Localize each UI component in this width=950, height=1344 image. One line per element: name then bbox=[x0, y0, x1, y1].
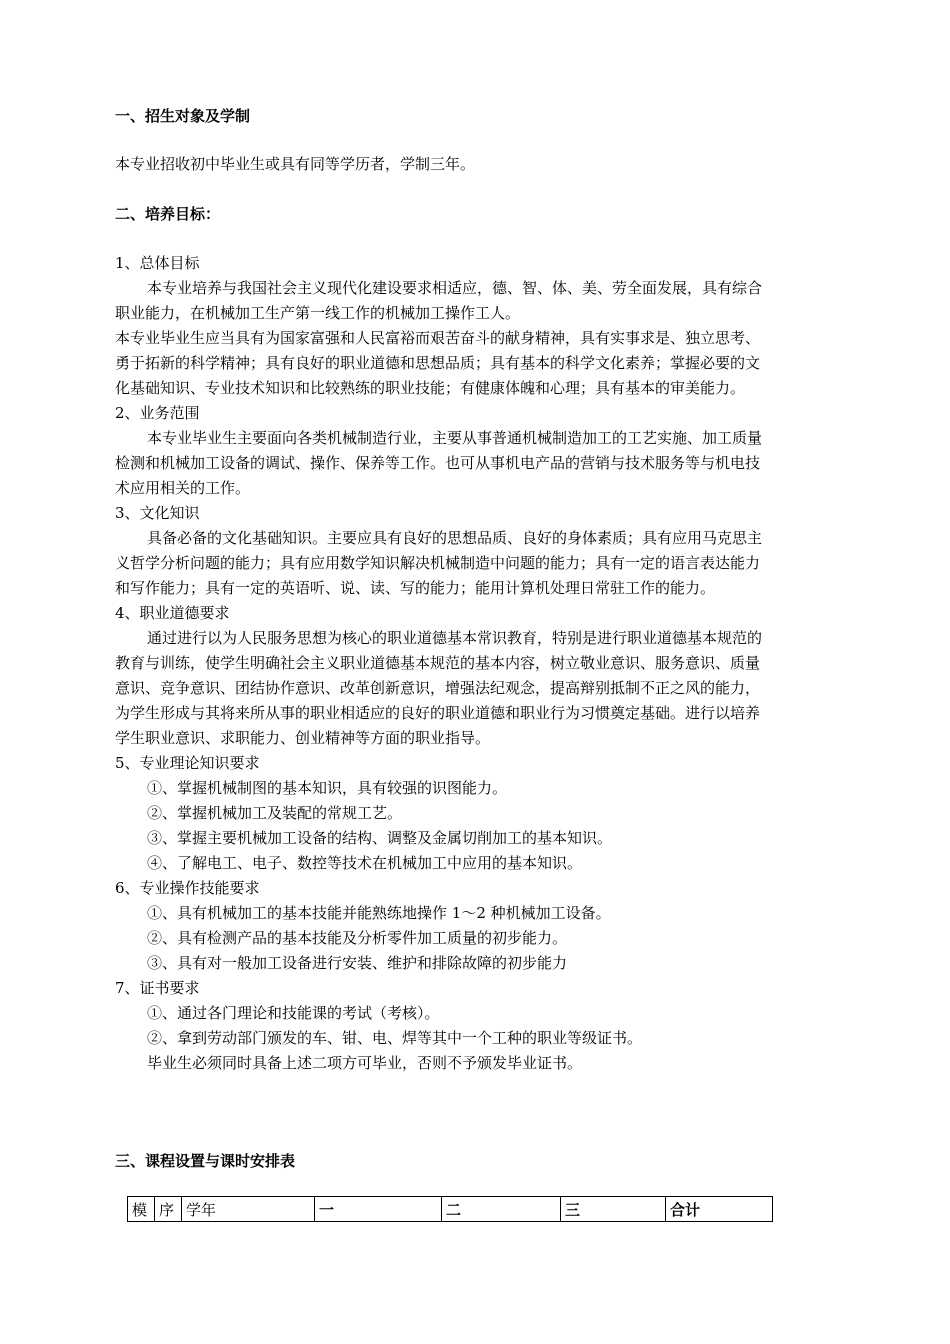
list-item: ④、了解电工、电子、数控等技术在机械加工中应用的基本知识。 bbox=[147, 854, 583, 872]
list-item: ③、具有对一般加工设备进行安装、维护和排除故障的初步能力 bbox=[147, 954, 568, 972]
paragraph-line: 本专业毕业生主要面向各类机械制造行业，主要从事普通机械制造加工的工艺实施、加工质量 bbox=[147, 429, 763, 447]
list-item: ①、具有机械加工的基本技能并能熟练地操作 1～2 种机械加工设备。 bbox=[147, 904, 611, 922]
paragraph-line: 本专业培养与我国社会主义现代化建设要求相适应，德、智、体、美、劳全面发展，具有综合 bbox=[147, 279, 763, 297]
paragraph-line: 职业能力，在机械加工生产第一线工作的机械加工操作工人。 bbox=[115, 304, 521, 322]
table-header-cell: 序 bbox=[155, 1197, 182, 1222]
table-header-cell: 学年 bbox=[182, 1197, 315, 1222]
section2-heading: 二、培养目标： bbox=[115, 205, 221, 223]
list-item: ②、掌握机械加工及装配的常规工艺。 bbox=[147, 804, 403, 822]
list-item: ③、掌握主要机械加工设备的结构、调整及金属切削加工的基本知识。 bbox=[147, 829, 613, 847]
paragraph-line: 毕业生必须同时具备上述二项方可毕业，否则不予颁发毕业证书。 bbox=[147, 1054, 583, 1072]
subheading-overall-goal: 1、总体目标 bbox=[115, 254, 200, 272]
course-schedule-table bbox=[127, 1196, 773, 1222]
paragraph-line: 和写作能力；具有一定的英语听、说、读、写的能力；能用计算机处理日常驻工作的能力。 bbox=[115, 579, 716, 597]
list-item: ①、掌握机械制图的基本知识，具有较强的识图能力。 bbox=[147, 779, 508, 797]
paragraph-line: 化基础知识、专业技术知识和比较熟练的职业技能；有健康体魄和心理；具有基本的审美能力。 bbox=[115, 379, 746, 397]
subheading-skills: 6、专业操作技能要求 bbox=[115, 879, 260, 897]
subheading-certificates: 7、证书要求 bbox=[115, 979, 200, 997]
subheading-cultural-knowledge: 3、文化知识 bbox=[115, 504, 200, 522]
paragraph-line: 意识、竞争意识、团结协作意识、改革创新意识，增强法纪观念，提高辩别抵制不正之风的能力， bbox=[115, 679, 761, 697]
subheading-business-scope: 2、业务范围 bbox=[115, 404, 200, 422]
paragraph-line: 具备必备的文化基础知识。主要应具有良好的思想品质、良好的身体素质；具有应用马克思主 bbox=[147, 529, 763, 547]
paragraph-line: 检测和机械加工设备的调试、操作、保养等工作。也可从事机电产品的营销与技术服务等与机电技 bbox=[115, 454, 761, 472]
table-header-cell: 模 bbox=[128, 1197, 155, 1222]
subheading-theory: 5、专业理论知识要求 bbox=[115, 754, 260, 772]
section1-body: 本专业招收初中毕业生或具有同等学历者，学制三年。 bbox=[115, 155, 476, 173]
section3-heading: 三、课程设置与课时安排表 bbox=[115, 1152, 296, 1170]
table-header-row bbox=[128, 1197, 773, 1222]
section1-heading: 一、招生对象及学制 bbox=[115, 107, 251, 125]
list-item: ①、通过各门理论和技能课的考试（考核）。 bbox=[147, 1004, 440, 1022]
paragraph-line: 为学生形成与其将来所从事的职业相适应的良好的职业道德和职业行为习惯奠定基础。进行以培养 bbox=[115, 704, 761, 722]
list-item: ②、拿到劳动部门颁发的车、钳、电、焊等其中一个工种的职业等级证书。 bbox=[147, 1029, 643, 1047]
paragraph-line: 本专业毕业生应当具有为国家富强和人民富裕而艰苦奋斗的献身精神，具有实事求是、独立思考、 bbox=[115, 329, 761, 347]
table-header-cell: 合计 bbox=[666, 1197, 773, 1222]
subheading-ethics: 4、职业道德要求 bbox=[115, 604, 230, 622]
paragraph-line: 通过进行以为人民服务思想为核心的职业道德基本常识教育，特别是进行职业道德基本规范的 bbox=[147, 629, 763, 647]
paragraph-line: 义哲学分析问题的能力；具有应用数学知识解决机械制造中问题的能力；具有一定的语言表达能力 bbox=[115, 554, 761, 572]
paragraph-line: 教育与训练，使学生明确社会主义职业道德基本规范的基本内容，树立敬业意识、服务意识、质量 bbox=[115, 654, 761, 672]
paragraph-line: 勇于拓新的科学精神；具有良好的职业道德和思想品质；具有基本的科学文化素养；掌握必要的文 bbox=[115, 354, 761, 372]
table-header-cell: 三 bbox=[561, 1197, 666, 1222]
paragraph-line: 学生职业意识、求职能力、创业精神等方面的职业指导。 bbox=[115, 729, 491, 747]
table-header-cell: 二 bbox=[442, 1197, 561, 1222]
paragraph-line: 术应用相关的工作。 bbox=[115, 479, 251, 497]
table-header-cell: 一 bbox=[315, 1197, 442, 1222]
list-item: ②、具有检测产品的基本技能及分析零件加工质量的初步能力。 bbox=[147, 929, 568, 947]
